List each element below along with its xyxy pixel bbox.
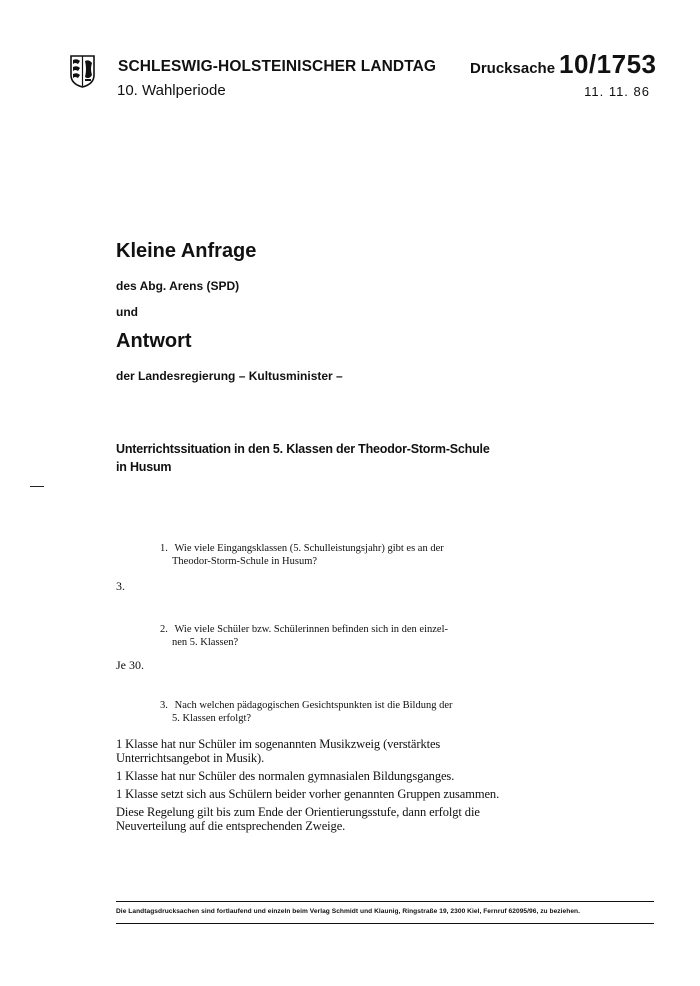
document-date: 11. 11. 86 — [584, 84, 650, 99]
question-number: 3. — [160, 700, 168, 711]
answer-paragraph: 1 Klasse hat nur Schüler im sogenannten Musikzweig (verstärktes Unterrichtsangebot in Musik). — [116, 737, 441, 765]
question-number: 1. — [160, 543, 168, 554]
answer-paragraph: 1 Klasse setzt sich aus Schülern beider vorher genannten Gruppen zusammen. — [116, 787, 500, 801]
footer-rule-top — [116, 901, 654, 902]
question-text-line-1: Wie viele Schüler bzw. Schülerinnen befinden sich in den einzel- — [174, 624, 448, 635]
question-text-line-2: Theodor-Storm-Schule in Husum? — [172, 556, 318, 567]
asker-line: des Abg. Arens (SPD) — [116, 279, 240, 293]
subject-line-1: Unterrichtssituation in den 5. Klassen der Theodor-Storm-Schule — [116, 442, 490, 456]
drucksache-number: 10/1753 — [559, 49, 657, 79]
question-number: 2. — [160, 624, 168, 635]
question-text-line-1: Wie viele Eingangsklassen (5. Schulleistungsjahr) gibt es an der — [174, 543, 444, 554]
drucksache-label: Drucksache — [470, 60, 556, 77]
question-text-line-2: 5. Klassen erfolgt? — [172, 713, 252, 724]
subject-heading — [116, 440, 490, 476]
question-3 — [160, 699, 490, 725]
footer-rule-bottom — [116, 923, 654, 924]
question-1 — [160, 542, 490, 568]
answer-title: Antwort — [116, 330, 192, 352]
coat-of-arms-icon — [70, 55, 95, 88]
legislative-period: 10. Wahlperiode — [117, 82, 226, 99]
answer-3 — [116, 737, 516, 837]
question-text-line-2: nen 5. Klassen? — [172, 637, 239, 648]
question-text-line-1: Nach welchen pädagogischen Gesichtspunkten ist die Bildung der — [174, 700, 453, 711]
margin-mark — [30, 486, 44, 487]
answer-1: 3. — [116, 579, 125, 593]
answer-paragraph: 1 Klasse hat nur Schüler des normalen gymnasialen Bildungsganges. — [116, 769, 455, 783]
question-2 — [160, 623, 490, 649]
connector-word: und — [116, 305, 138, 319]
footer-note: Die Landtagsdrucksachen sind fortlaufend und einzeln beim Verlag Schmidt und Klaunig, Ringstraße 19, 2300 Kiel, Fernruf 62095/96, zu beziehen. — [116, 908, 581, 915]
answer-2: Je 30. — [116, 658, 144, 672]
subject-line-2: in Husum — [116, 460, 172, 474]
answer-paragraph: Diese Regelung gilt bis zum Ende der Orientierungsstufe, dann erfolgt die Neuverteilung auf die entsprechenden Zweige. — [116, 805, 480, 833]
document-type-title: Kleine Anfrage — [116, 240, 257, 262]
answerer-line: der Landesregierung – Kultusminister – — [116, 369, 343, 383]
parliament-name: SCHLESWIG-HOLSTEINISCHER LANDTAG — [118, 58, 437, 75]
